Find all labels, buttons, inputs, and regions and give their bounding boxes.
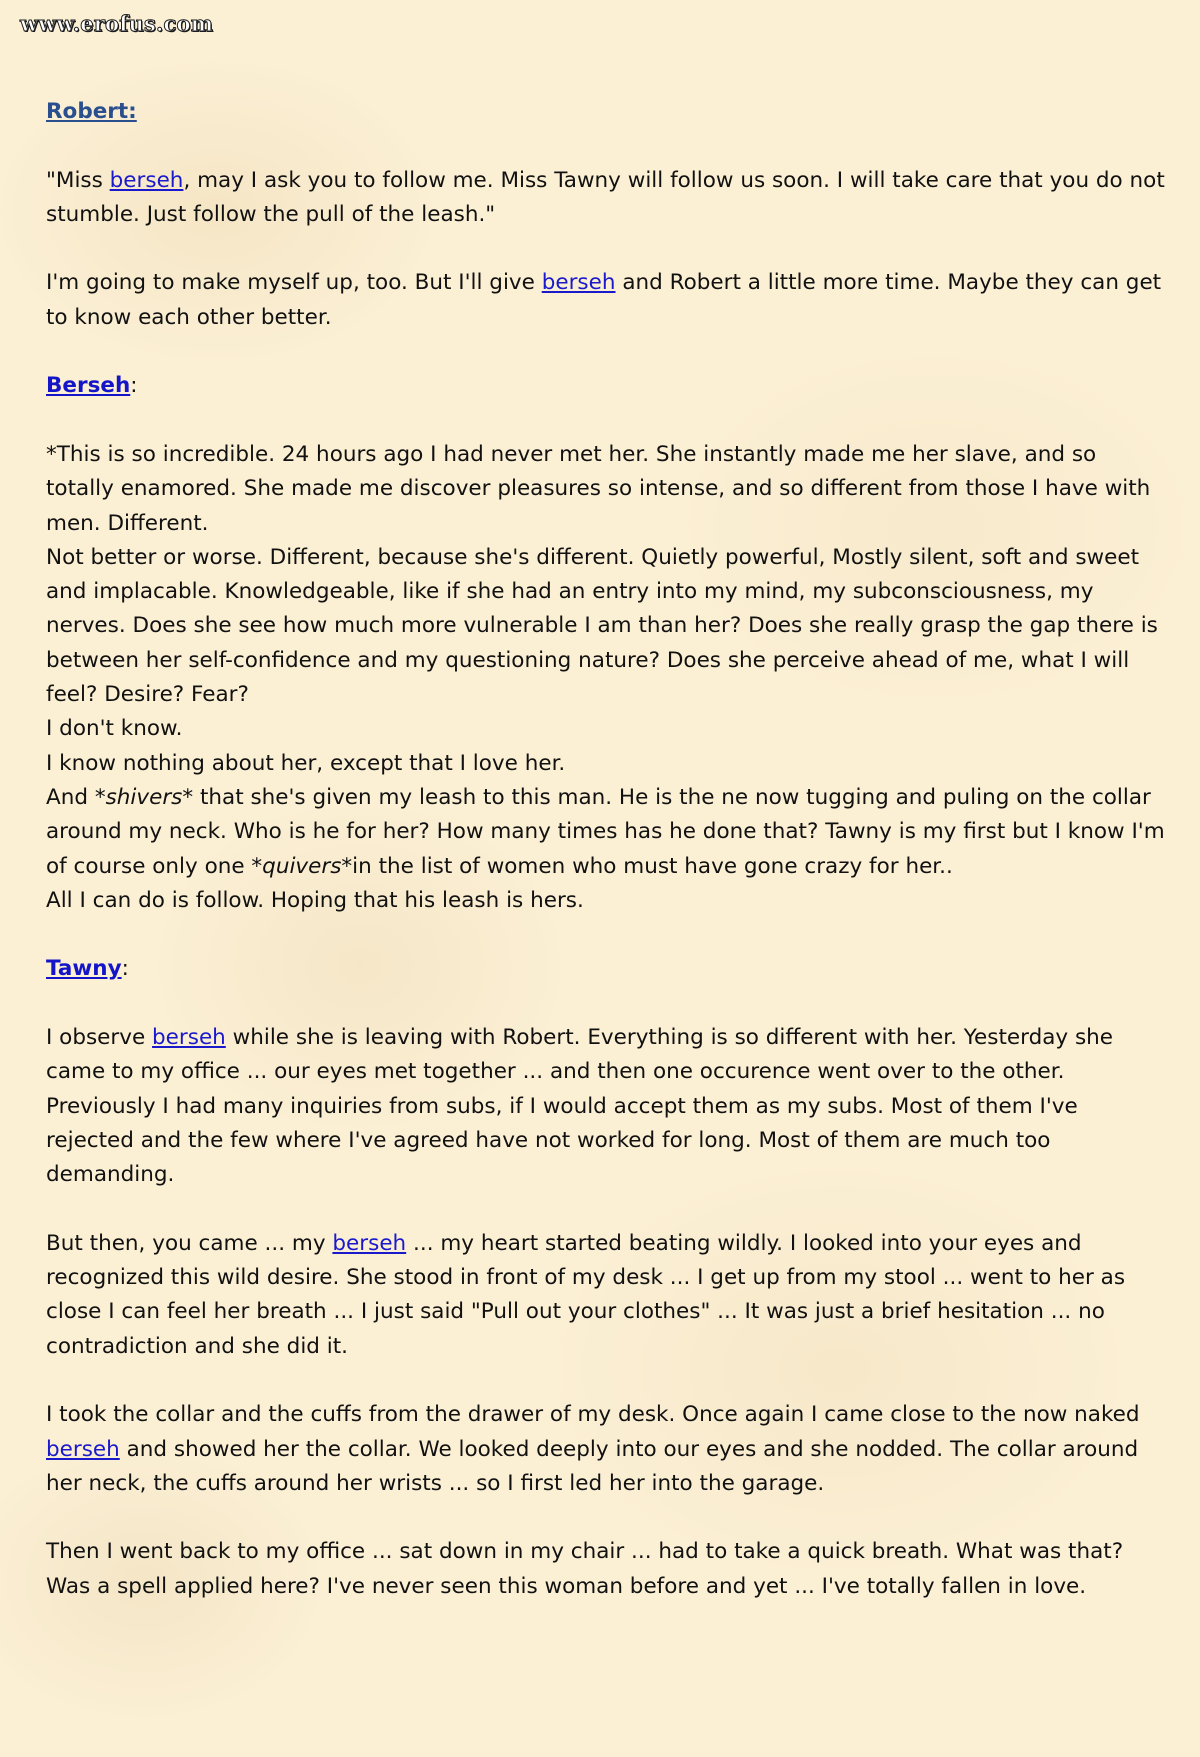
speaker-heading-tawny: Tawny: <box>46 956 129 982</box>
tawny-paragraph: Then I went back to my office ... sat down in my chair ... had to take a quick breath. What was that? Was a spell applied here? I've never seen this woman before and yet ... I've totally fallen in love. <box>46 1539 1124 1599</box>
tawny-paragraph: But then, you came ... my berseh ... my heart started beating wildly. I looked into your eyes and recognized this wild desire. She stood in front of my desk ... I get up from my stool ... went to her as close I can feel her breath ... I just said "Pull out your clothes" ... It was just a brief hesitation ... no contradiction and she did it. <box>46 1230 1126 1359</box>
speaker-name-robert: Robert: <box>46 99 137 124</box>
berseh-thought-line: And *shivers* that she's given my leash to this man. He is the ne now tugging and puling on the collar around my neck. Who is he for her? How many times has he done that? Tawny is my first but I know I'm of course only one *quivers*in the list of women who must have gone crazy for her.. <box>46 784 1165 879</box>
berseh-thought-line: All I can do is follow. Hoping that his leash is hers. <box>46 887 584 913</box>
berseh-link[interactable]: berseh <box>541 270 616 296</box>
site-watermark: www.erofus.com <box>20 11 214 36</box>
berseh-thought-line: *This is so incredible. 24 hours ago I had never met her. She instantly made me her slave, and so totally enamored. She made me discover pleasures so intense, and so different from those I have with men. Different. <box>46 441 1151 536</box>
speaker-link-tawny[interactable]: Tawny <box>46 956 122 982</box>
story-page <box>46 95 1166 1604</box>
narration-paragraph: I'm going to make myself up, too. But I'll give berseh and Robert a little more time. Maybe they can get to know each other better. <box>46 270 1162 330</box>
berseh-thought-line: I don't know. <box>46 716 183 742</box>
berseh-thought-line: I know nothing about her, except that I love her. <box>46 750 566 776</box>
speaker-heading-robert <box>46 95 1166 129</box>
speaker-heading-berseh: Berseh: <box>46 373 138 399</box>
tawny-paragraph: I took the collar and the cuffs from the drawer of my desk. Once again I came close to the now naked berseh and showed her the collar. We looked deeply into our eyes and she nodded. The collar around her neck, the cuffs around her wrists ... so I first led her into the garage. <box>46 1402 1140 1496</box>
berseh-thought-line: Not better or worse. Different, because she's different. Quietly powerful, Mostly silent, soft and sweet and implacable. Knowledgeable, like if she had an entry into my mind, my subconsciousness, my nerves. Does she see how much more vulnerable I am than her? Does she really grasp the gap there is between her self-confidence and my questioning nature? Does she perceive ahead of me, what I will feel? Desire? Fear? <box>46 544 1158 708</box>
tawny-paragraph: I observe berseh while she is leaving with Robert. Everything is so different with her. Yesterday she came to my office ... our eyes met together ... and then one occurence went over to the other. Previously I had many inquiries from subs, if I would accept them as my subs. Most of them I've rejected and the few where I've agreed have not worked for long. Most of them are much too demanding. <box>46 1025 1114 1188</box>
robert-dialogue: "Miss berseh, may I ask you to follow me. Miss Tawny will follow us soon. I will take care that you do not stumble. Just follow the pull of the leash." <box>46 167 1165 227</box>
emphasis-shivers: shivers <box>105 784 183 810</box>
berseh-link[interactable]: berseh <box>332 1230 407 1256</box>
berseh-link[interactable]: berseh <box>109 167 184 193</box>
emphasis-quivers: quivers <box>262 853 342 879</box>
berseh-link[interactable]: berseh <box>152 1025 226 1051</box>
speaker-link-berseh[interactable]: Berseh <box>46 373 131 399</box>
berseh-link[interactable]: berseh <box>46 1436 120 1462</box>
